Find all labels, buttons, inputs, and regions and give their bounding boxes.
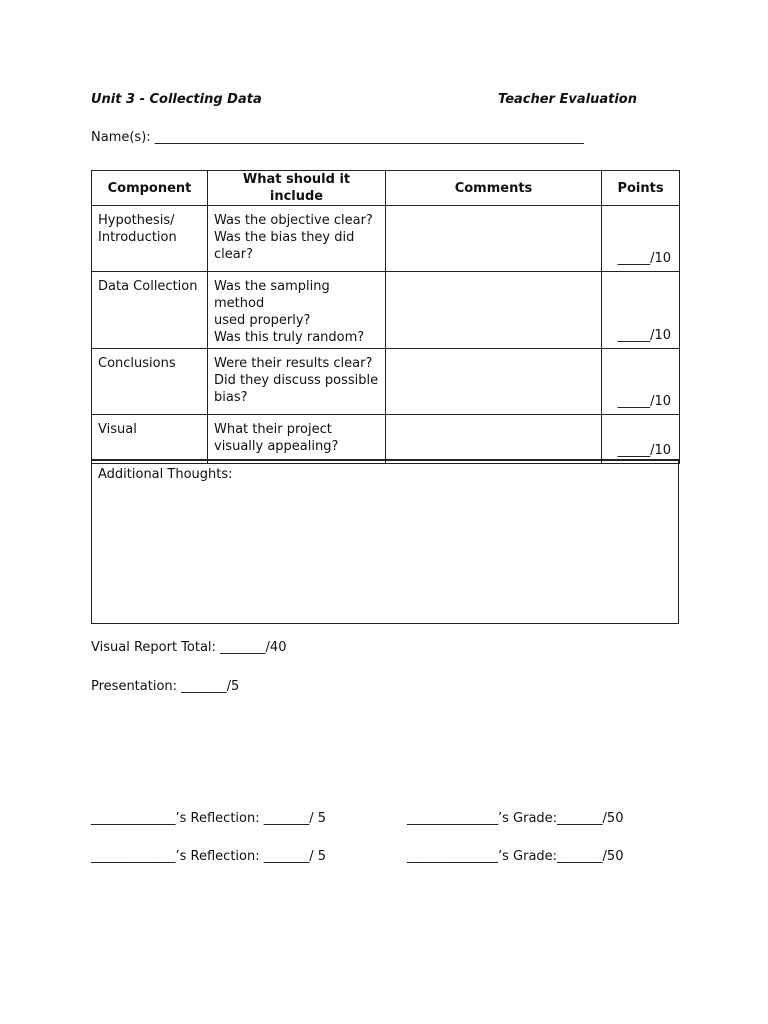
include-text: Were their results clear? (214, 356, 373, 371)
header-include: What should it include (208, 171, 386, 206)
include-text: Was the sampling method (214, 279, 330, 311)
student-reflection-1[interactable]: _____________’s Reflection: _______/ 5 (91, 811, 327, 826)
rubric-row-visual (92, 415, 680, 464)
component-text: Introduction (98, 230, 177, 245)
header-comments: Comments (386, 171, 602, 206)
include-text: Was the bias they did (214, 230, 355, 245)
include-text: clear? (214, 247, 253, 262)
header-component: Component (92, 171, 208, 206)
visual-report-total[interactable]: Visual Report Total: _______/40 (91, 640, 287, 655)
name-field-line[interactable]: Name(s): __________________________________________________________________ (91, 130, 584, 145)
component-text: Data Collection (98, 279, 198, 294)
student-grade-2[interactable]: ______________’s Grade:_______/50 (407, 849, 624, 864)
component-cell (92, 349, 208, 415)
comments-cell[interactable] (386, 415, 602, 464)
points-cell[interactable]: _____/10 (602, 349, 680, 415)
include-cell (208, 272, 386, 349)
include-text: Was the objective clear? (214, 213, 373, 228)
student-reflection-2[interactable]: _____________’s Reflection: _______/ 5 (91, 849, 327, 864)
component-text: Conclusions (98, 356, 176, 371)
include-text: Did they discuss possible (214, 373, 379, 388)
points-cell[interactable]: _____/10 (602, 415, 680, 464)
include-text: visually appealing? (214, 439, 339, 454)
component-text: Hypothesis/ (98, 213, 175, 228)
header-points: Points (602, 171, 680, 206)
evaluation-title: Teacher Evaluation (498, 92, 637, 107)
unit-title: Unit 3 - Collecting Data (91, 92, 262, 107)
component-cell (92, 415, 208, 464)
include-cell (208, 349, 386, 415)
additional-thoughts-label: Additional Thoughts: (98, 467, 233, 482)
include-text: What their project (214, 422, 332, 437)
rubric-table (91, 170, 680, 464)
rubric-row-conclusions (92, 349, 680, 415)
rubric-row-hypothesis (92, 206, 680, 272)
comments-cell[interactable] (386, 272, 602, 349)
include-text: bias? (214, 390, 248, 405)
include-cell (208, 415, 386, 464)
comments-cell[interactable] (386, 349, 602, 415)
component-text: Visual (98, 422, 137, 437)
presentation-total[interactable]: Presentation: _______/5 (91, 679, 240, 694)
rubric-header-row (92, 171, 680, 206)
comments-cell[interactable] (386, 206, 602, 272)
points-cell[interactable]: _____/10 (602, 206, 680, 272)
rubric-row-data-collection (92, 272, 680, 349)
include-text: Was this truly random? (214, 330, 365, 345)
component-cell (92, 272, 208, 349)
component-cell (92, 206, 208, 272)
student-grade-1[interactable]: ______________’s Grade:_______/50 (407, 811, 624, 826)
points-cell[interactable]: _____/10 (602, 272, 680, 349)
additional-thoughts-box[interactable] (91, 459, 679, 624)
include-text: used properly? (214, 313, 311, 328)
include-cell (208, 206, 386, 272)
